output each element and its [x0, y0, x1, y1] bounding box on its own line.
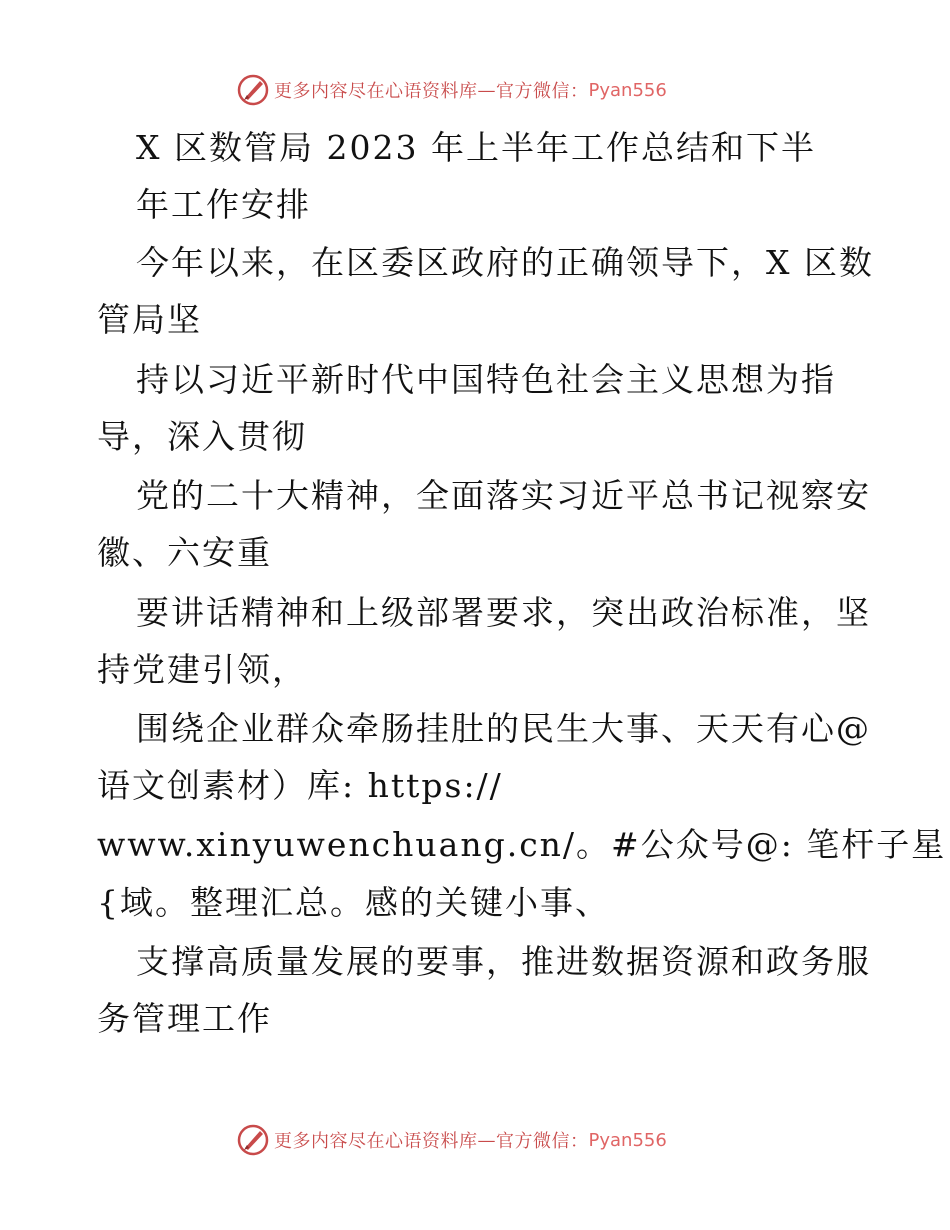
quill-pen-logo-icon [236, 73, 270, 107]
paragraph-line: 持党建引领， [97, 650, 307, 689]
banner-brand-text: 更多内容尽在心语资料库 [274, 81, 478, 102]
banner-wechat-label: 官方微信： [496, 1131, 589, 1152]
banner-wechat-id: Pyan556 [588, 1129, 667, 1151]
banner-separator: — [477, 79, 496, 101]
footer-banner [236, 1120, 716, 1160]
banner-wechat-label: 官方微信： [496, 81, 589, 102]
paragraph-line: www.xinyuwenchuang.cn/。#公众号@: 笔杆子星 [97, 825, 947, 864]
paragraph-line: 围绕企业群众牵肠挂肚的民生大事、天天有心@ [136, 709, 871, 748]
paragraph-line: 导，深入贯彻 [97, 417, 307, 456]
paragraph-line: 持以习近平新时代中国特色社会主义思想为指 [136, 360, 836, 399]
paragraph-line: {域。整理汇总。感的关键小事、 [97, 883, 610, 922]
document-title-line-2: 年工作安排 [136, 185, 311, 224]
paragraph-line: 务管理工作 [97, 999, 272, 1038]
paragraph-line: 徽、六安重 [97, 533, 272, 572]
banner-separator: — [477, 1129, 496, 1151]
paragraph-line: 今年以来，在区委区政府的正确领导下，X 区数 [136, 243, 874, 282]
header-banner [236, 70, 716, 110]
banner-wechat-id: Pyan556 [588, 79, 667, 101]
banner-brand-text: 更多内容尽在心语资料库 [274, 1131, 478, 1152]
paragraph-line: 党的二十大精神，全面落实习近平总书记视察安 [136, 476, 871, 515]
paragraph-line: 语文创素材）库: https:// [97, 766, 503, 805]
paragraph-line: 管局坚 [97, 300, 202, 339]
paragraph-line: 要讲话精神和上级部署要求，突出政治标准，坚 [136, 593, 871, 632]
document-title-line-1: X 区数管局 2023 年上半年工作总结和下半 [136, 128, 816, 167]
quill-pen-logo-icon [236, 1123, 270, 1157]
paragraph-line: 支撑高质量发展的要事，推进数据资源和政务服 [136, 942, 871, 981]
